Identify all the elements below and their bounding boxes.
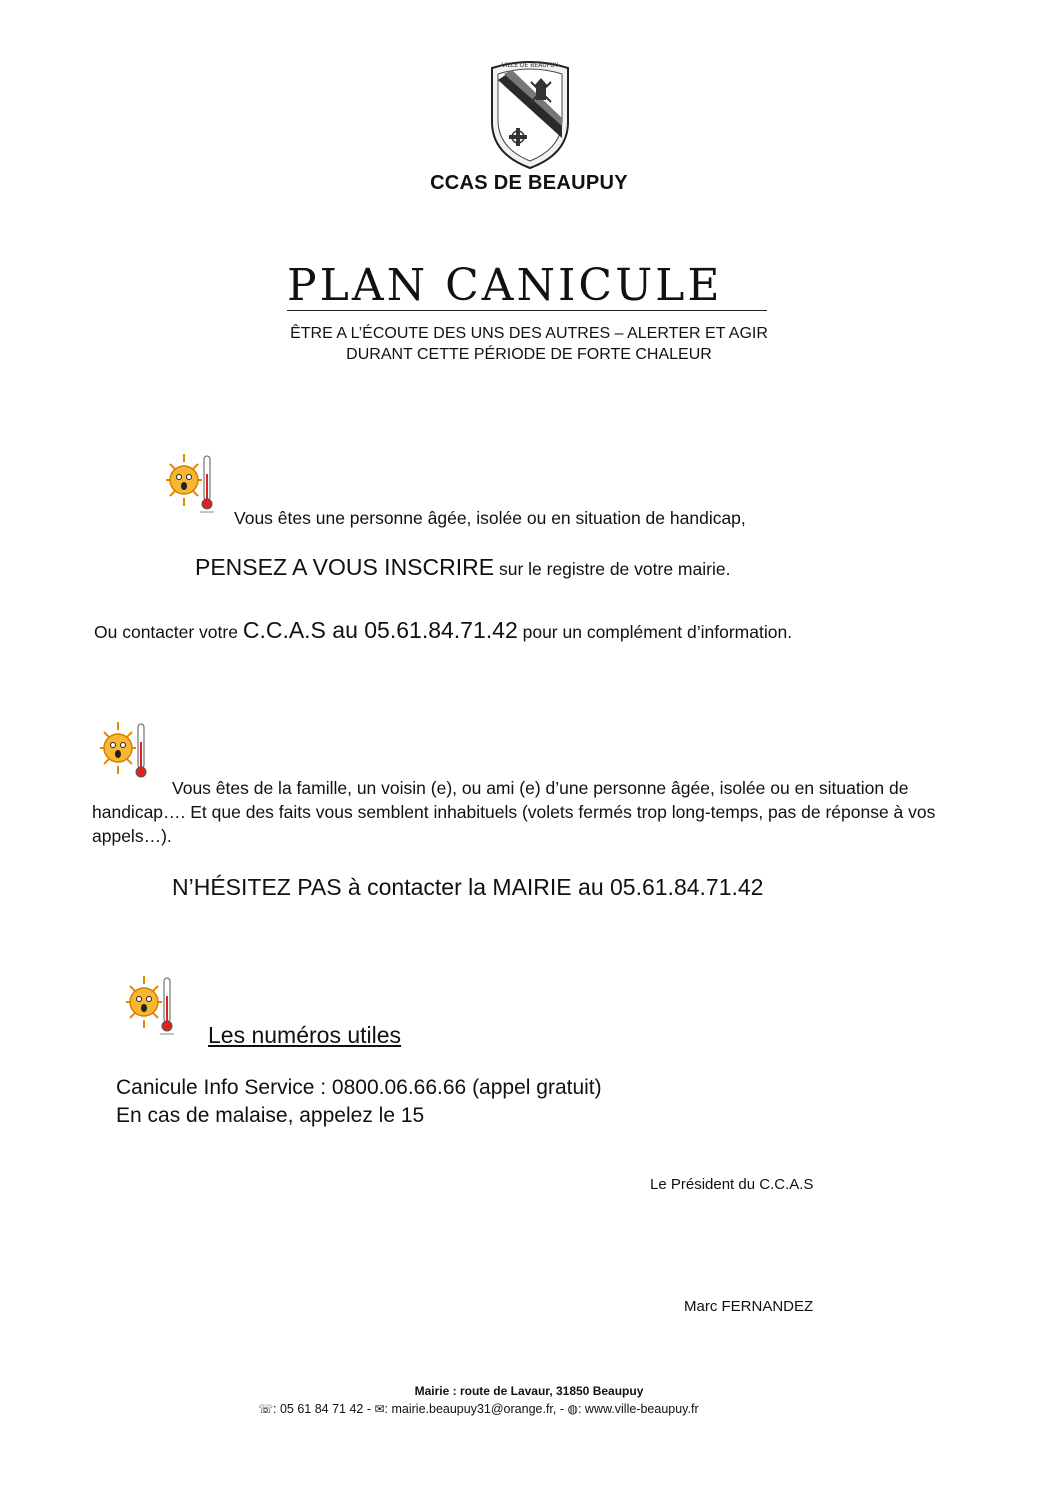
footer-phone: : 05 61 84 71 42 -	[273, 1402, 375, 1416]
footer-contact	[258, 1402, 699, 1416]
mail-icon: ✉	[374, 1402, 385, 1416]
register-emphasis: PENSEZ A VOUS INSCRIRE	[195, 554, 495, 580]
section2-text: Vous êtes de la famille, un voisin (e), ou ami (e) d’une personne âgée, isolée ou en situation de handicap…. Et que des faits vous semblent inhabituels (volets fermés trop long-temps, pas de réponse à vos appels…).	[92, 778, 936, 846]
contact-prefix: Ou contacter votre	[94, 622, 243, 642]
section1-intro: Vous êtes une personne âgée, isolée ou en situation de handicap,	[234, 508, 746, 528]
footer-address: Mairie : route de Lavaur, 31850 Beaupuy	[414, 1384, 644, 1398]
sun-thermometer-icon	[120, 972, 190, 1036]
section1-contact	[94, 618, 792, 644]
ccas-phone: C.C.A.S au 05.61.84.71.42	[242, 617, 518, 643]
emergency-line: En cas de malaise, appelez le 15	[116, 1104, 425, 1127]
subtitle	[0, 323, 1058, 365]
crest-text: VILLE DE BEAUPUY	[501, 62, 559, 69]
subtitle-line-1: ÊTRE A L’ÉCOUTE DES UNS DES AUTRES – ALERTER ET AGIR	[290, 325, 768, 342]
section2-call-mairie: N’HÉSITEZ PAS à contacter la MAIRIE au 05.61.84.71.42	[172, 874, 764, 900]
section1-register	[195, 555, 730, 581]
footer-email: : mairie.beaupuy31@orange.fr, -	[384, 1402, 568, 1416]
canicule-info-line: Canicule Info Service : 0800.06.66.66 (appel gratuit)	[116, 1076, 602, 1099]
footer-website: : www.ville-beaupuy.fr	[577, 1402, 699, 1416]
town-crest-logo	[484, 58, 576, 170]
signature-name: Marc FERNANDEZ	[684, 1298, 814, 1315]
signature-role: Le Président du C.C.A.S	[650, 1176, 814, 1193]
sun-thermometer-icon	[160, 450, 230, 514]
subtitle-line-2: DURANT CETTE PÉRIODE DE FORTE CHALEUR	[346, 346, 712, 363]
contact-suffix: pour un complément d’information.	[517, 622, 793, 642]
register-rest: sur le registre de votre mairie.	[494, 559, 731, 579]
useful-numbers-title: Les numéros utiles	[208, 1022, 402, 1048]
phone-icon: ☏	[258, 1402, 274, 1416]
globe-icon: ◍	[567, 1402, 578, 1416]
page-title: PLAN CANICULE	[287, 262, 767, 311]
section2-paragraph	[92, 776, 962, 848]
organization-name: CCAS DE BEAUPUY	[430, 172, 628, 194]
sun-thermometer-icon	[94, 718, 164, 782]
